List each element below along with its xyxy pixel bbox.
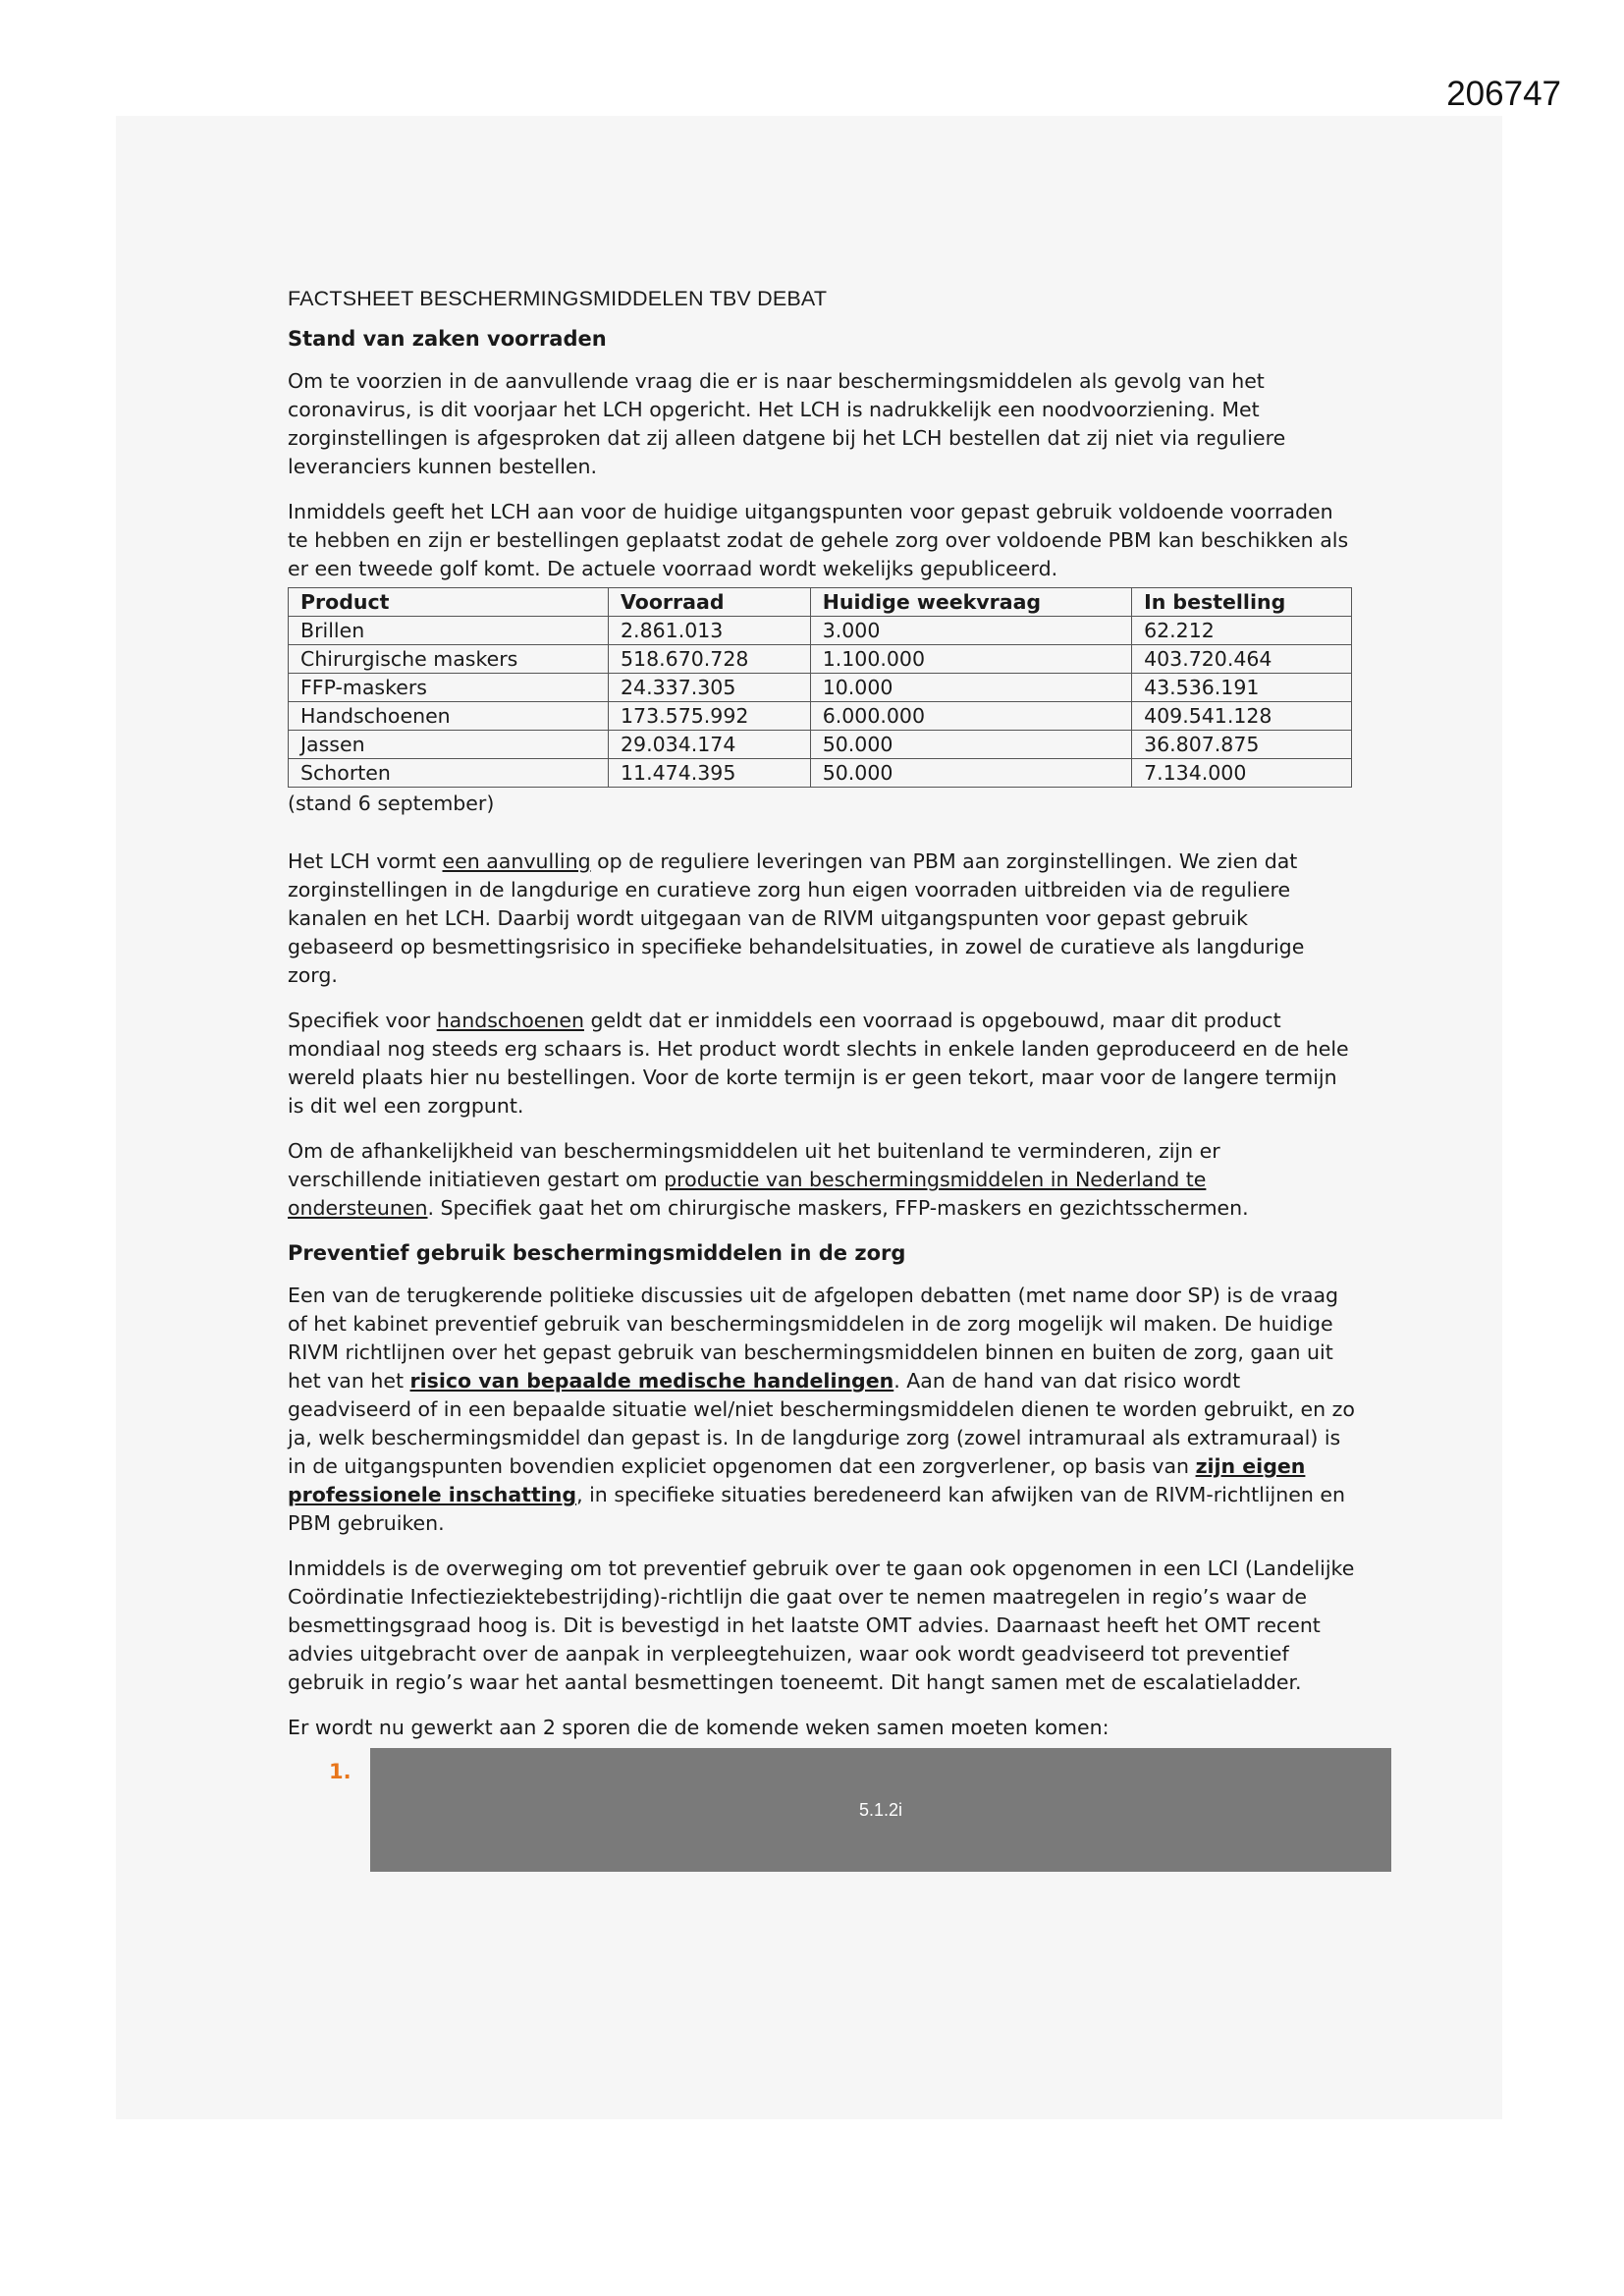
paragraph	[288, 1282, 1358, 1538]
table-row	[289, 702, 1352, 731]
paragraph: Inmiddels is de overweging om tot preventief gebruik over te gaan ook opgenomen in een LCI (Landelijke Coördinatie Infectieziektebestrijding)-richtlijn die gaat over te nemen maatregelen in regio’s waar de besmettingsgraad hoog is. Dit is bevestigd in het laatste OMT advies. Daarnaast heeft het OMT recent advies uitgebracht over de aanpak in verpleegtehuizen, waar ook wordt geadviseerd tot preventief gebruik in regio’s waar het aantal besmettingen toeneemt. Dit hangt samen met de escalatieladder.	[288, 1557, 1355, 1694]
column-header-in-bestelling: In bestelling	[1132, 588, 1352, 617]
text-run: geldt dat er inmiddels een voorraad is opgebouwd, maar dit product mondiaal nog steeds erg schaars is. Het product wordt slechts in enkele landen geproduceerd en de hele wereld plaats hier nu bestellingen. Voor de korte termijn is er geen tekort, maar voor de langere termijn is dit wel een zorgpunt.	[288, 1009, 1349, 1118]
paragraph	[288, 1137, 1358, 1223]
text-run: Om de afhankelijkheid van beschermingsmiddelen uit het buitenland te verminderen, zijn er verschillende initiatieven gestart om	[288, 1139, 1220, 1191]
table-row	[289, 674, 1352, 702]
table-cell: 50.000	[810, 731, 1131, 759]
table-cell: 173.575.992	[609, 702, 811, 731]
table-cell: 3.000	[810, 617, 1131, 645]
track-item-1	[288, 1748, 1358, 1872]
link-risico-handelingen[interactable]: risico van bepaalde medische handelingen	[409, 1369, 894, 1393]
text-run: , in specifieke situaties beredeneerd kan afwijken van de RIVM-richtlijnen en PBM gebruiken.	[288, 1483, 1345, 1535]
table-cell: 43.536.191	[1132, 674, 1352, 702]
table-cell: Schorten	[289, 759, 609, 788]
link-aanvulling[interactable]: een aanvulling	[442, 849, 591, 873]
table-cell: Jassen	[289, 731, 609, 759]
section-heading-voorraden: Stand van zaken voorraden	[288, 327, 607, 351]
table-row	[289, 645, 1352, 674]
text-run: . Specifiek gaat het om chirurgische maskers, FFP-maskers en gezichtsschermen.	[427, 1196, 1249, 1220]
paragraph	[288, 1007, 1358, 1121]
text-run: Specifiek voor	[288, 1009, 437, 1032]
link-handschoenen[interactable]: handschoenen	[436, 1009, 584, 1032]
link-productie[interactable]: productie van beschermingsmiddelen in Nederland te ondersteunen	[288, 1168, 1207, 1220]
table-cell: 7.134.000	[1132, 759, 1352, 788]
table-cell: 11.474.395	[609, 759, 811, 788]
paragraph: Inmiddels geeft het LCH aan voor de huidige uitgangspunten voor gepast gebruik voldoende voorraden te hebben en zijn er bestellingen geplaatst zodat de gehele zorg over voldoende PBM kan beschikken als er een tweede golf komt. De actuele voorraad wordt wekelijks gepubliceerd.	[288, 500, 1349, 580]
text-run: . Aan de hand van dat risico wordt geadviseerd of in een bepaalde situatie wel/niet beschermingsmiddelen dienen te worden gebruikt, en zo ja, welk beschermingsmiddel dan gepast is. In de langdurige zorg (zowel intramuraal als extramuraal) is in de uitgangspunten bovendien expliciet opgenomen dat een zorgverlener, op basis van	[288, 1369, 1355, 1478]
paragraph	[288, 847, 1358, 990]
table-cell: Handschoenen	[289, 702, 609, 731]
paragraph: Er wordt nu gewerkt aan 2 sporen die de komende weken samen moeten komen:	[288, 1716, 1110, 1739]
table-cell: 50.000	[810, 759, 1131, 788]
table-row	[289, 731, 1352, 759]
table-cell: 518.670.728	[609, 645, 811, 674]
table-cell: Chirurgische maskers	[289, 645, 609, 674]
table-cell: 409.541.128	[1132, 702, 1352, 731]
table-cell: 6.000.000	[810, 702, 1131, 731]
table-cell: 29.034.174	[609, 731, 811, 759]
section-heading-preventief: Preventief gebruik beschermingsmiddelen in de zorg	[288, 1241, 906, 1265]
paragraph: Om te voorzien in de aanvullende vraag die er is naar beschermingsmiddelen als gevolg van het coronavirus, is dit voorjaar het LCH opgericht. Het LCH is nadrukkelijk een noodvoorziening. Met zorginstellingen is afgesproken dat zij alleen datgene bij het LCH bestellen dat zij niet via reguliere leveranciers kunnen bestellen.	[288, 369, 1286, 478]
table-cell: 62.212	[1132, 617, 1352, 645]
table-cell: 2.861.013	[609, 617, 811, 645]
table-cell: 24.337.305	[609, 674, 811, 702]
table-cell: 10.000	[810, 674, 1131, 702]
table-header-row	[289, 588, 1352, 617]
column-header-product: Product	[289, 588, 609, 617]
document-title: FACTSHEET BESCHERMINGSMIDDELEN TBV DEBAT	[288, 287, 828, 310]
table-row	[289, 759, 1352, 788]
column-header-voorraad: Voorraad	[609, 588, 811, 617]
link-professionele-inschatting[interactable]: zijn eigen professionele inschatting	[288, 1454, 1306, 1506]
stock-table	[288, 587, 1352, 788]
text-run: Een van de terugkerende politieke discussies uit de afgelopen debatten (met name door SP) is de vraag of het kabinet preventief gebruik van beschermingsmiddelen in de zorg mogelijk wil maken. De huidige RIVM richtlijnen over het gepast gebruik van beschermingsmiddelen binnen en buiten de zorg, gaan uit het van het	[288, 1284, 1339, 1393]
table-cell: FFP-maskers	[289, 674, 609, 702]
table-cell: 36.807.875	[1132, 731, 1352, 759]
text-run: op de reguliere leveringen van PBM aan zorginstellingen. We zien dat zorginstellingen in de langdurige en curatieve zorg hun eigen voorraden uitbreiden via de reguliere kanalen en het LCH. Daarbij wordt uitgegaan van de RIVM uitgangspunten voor gepast gebruik gebaseerd op besmettingsrisico in specifieke behandelsituaties, in zowel de curatieve als langdurige zorg.	[288, 849, 1305, 987]
table-cell: 1.100.000	[810, 645, 1131, 674]
table-cell: 403.720.464	[1132, 645, 1352, 674]
table-note: (stand 6 september)	[288, 792, 495, 815]
text-run: Het LCH vormt	[288, 849, 443, 873]
document-id: 206747	[1446, 75, 1561, 113]
redaction-label: 5.1.2i	[858, 1799, 903, 1820]
column-header-weekvraag: Huidige weekvraag	[810, 588, 1131, 617]
track-number: 1.	[329, 1760, 352, 1783]
table-cell: Brillen	[289, 617, 609, 645]
table-row	[289, 617, 1352, 645]
redaction-box	[370, 1748, 1391, 1872]
document-body	[288, 285, 1358, 1872]
